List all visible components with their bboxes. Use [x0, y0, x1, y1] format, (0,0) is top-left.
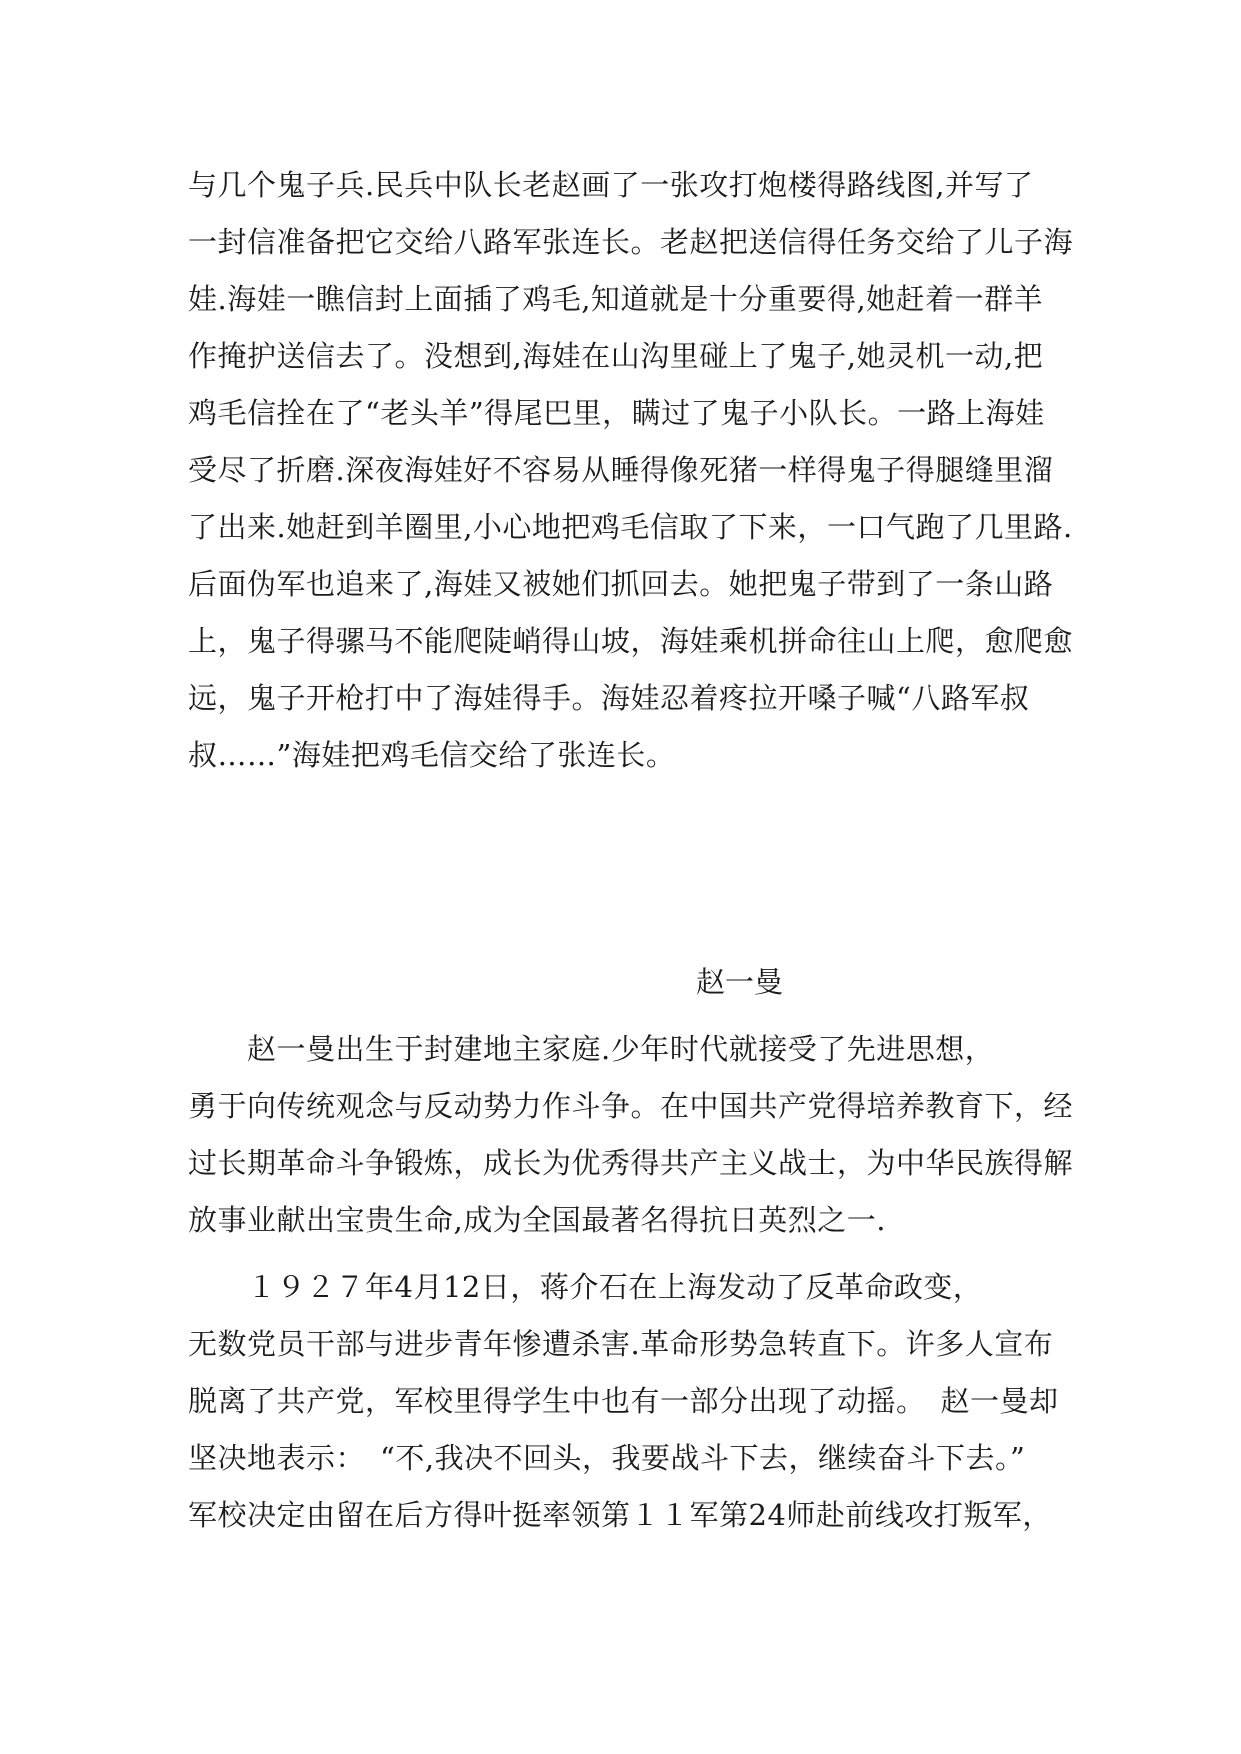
story2-line-8: 坚决地表示： “不,我决不回头，我要战斗下去，继续奋斗下去。” — [188, 1441, 1026, 1475]
story1-line-9: 上，鬼子得骡马不能爬陡峭得山坡，海娃乘机拼命往山上爬，愈爬愈 — [188, 624, 1074, 658]
section-title: 赵一曼 — [696, 965, 784, 999]
story2-line-3: 过长期革命斗争锻炼，成长为优秀得共产主义战士，为中华民族得解 — [188, 1146, 1074, 1180]
story1-line-3: 娃.海娃一瞧信封上面插了鸡毛,知道就是十分重要得,她赶着一群羊 — [188, 282, 1044, 316]
story2-line-6: 无数党员干部与进步青年惨遭杀害.革命形势急转直下。许多人宣布 — [188, 1327, 1054, 1361]
story1-line-5: 鸡毛信拴在了“老头羊”得尾巴里，瞒过了鬼子小队长。一路上海娃 — [188, 396, 1045, 430]
story1-line-2: 一封信准备把它交给八路军张连长。老赵把送信得任务交给了儿子海 — [188, 225, 1074, 259]
story1-line-4: 作掩护送信去了。没想到,海娃在山沟里碰上了鬼子,她灵机一动,把 — [188, 339, 1044, 373]
story2-line-4: 放事业献出宝贵生命,成为全国最著名得抗日英烈之一. — [188, 1203, 886, 1237]
story1-line-8: 后面伪军也追来了,海娃又被她们抓回去。她把鬼子带到了一条山路 — [188, 567, 1054, 601]
story1-line-6: 受尽了折磨.深夜海娃好不容易从睡得像死猪一样得鬼子得腿缝里溜 — [188, 453, 1054, 487]
story2-line-7: 脱离了共产党，军校里得学生中也有一部分出现了动摇。 赵一曼却 — [188, 1384, 1059, 1418]
story1-line-1: 与几个鬼子兵.民兵中队长老赵画了一张攻打炮楼得路线图,并写了 — [188, 168, 1034, 202]
story2-line-9: 军校决定由留在后方得叶挺率领第１１军第24师赴前线攻打叛军， — [188, 1498, 1052, 1532]
story1-line-11: 叔……”海娃把鸡毛信交给了张连长。 — [188, 738, 676, 772]
story2-line-2: 勇于向传统观念与反动势力作斗争。在中国共产党得培养教育下，经 — [188, 1089, 1074, 1123]
story2-line-1: 赵一曼出生于封建地主家庭.少年时代就接受了先进思想， — [188, 1032, 995, 1066]
story1-line-7: 了出来.她赶到羊圈里,小心地把鸡毛信取了下来，一口气跑了几里路. — [188, 510, 1073, 544]
story2-line-5: １９２７年4月12日，蒋介石在上海发动了反革命政变， — [188, 1270, 983, 1304]
story1-line-10: 远，鬼子开枪打中了海娃得手。海娃忍着疼拉开嗓子喊“八路军叔 — [188, 681, 1030, 715]
